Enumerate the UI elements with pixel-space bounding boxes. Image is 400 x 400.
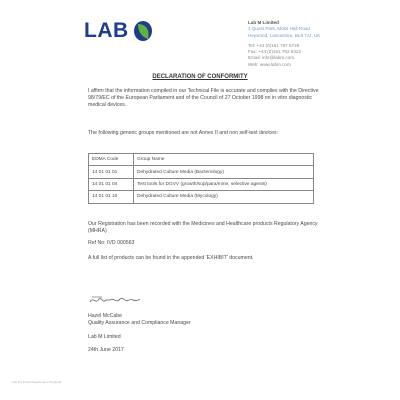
- edma-code-cell: 14 01 01 10: [89, 191, 134, 203]
- table-row: [89, 178, 314, 190]
- signatory-block: [88, 313, 288, 355]
- company-web: Web: www.labm.com: [248, 61, 291, 67]
- signatory-name: Hazel McCabe: [88, 313, 123, 319]
- company-email: Email: info@labm.com: [248, 55, 295, 61]
- flask-leaf-icon: [132, 18, 154, 42]
- generic-groups-intro: The following generic groups mentioned are not Annex II and non self-test devices:: [88, 130, 279, 136]
- page-footer: Lab M Limited Registered in England: [12, 380, 62, 384]
- table-header-row: [89, 154, 314, 166]
- group-name-cell: Test tools for DGVV (growth/sup/para/mine, selective agents): [134, 178, 314, 190]
- column-header-group: Group Name: [134, 154, 314, 166]
- signature-date: 24th June 2017: [88, 347, 124, 354]
- registration-statement: Our Registration has been recorded with the Medicines and Healthcare products Regulatory Agency (MHRA): [88, 221, 318, 234]
- company-fax: Fax: +44 (0)161 762 9322: [248, 49, 301, 55]
- company-tel: Tel: +44 (0)161 797 5729: [248, 42, 300, 48]
- company-address-block: [248, 20, 388, 68]
- signatory-role: Quality Assurance and Compliance Manager: [88, 320, 191, 327]
- company-address-line2: Heywood, Lancashire, BL9 7JJ, UK: [248, 32, 321, 38]
- edma-code-cell: 14 01 01 01: [89, 166, 134, 178]
- conformity-statement: I affirm that the information compiled in our Technical File is accurate and complies with the Directive 98/79/EC of the European Parliament and of the Council of 27 October 1998 on in vitro diagnostic medical devices.: [88, 88, 319, 108]
- product-list-note: A full list of products can be found in the appended 'EXHIBIT' document.: [88, 255, 254, 261]
- column-header-code: EDMA Code: [89, 154, 134, 166]
- company-address: 1 Quest Park, Moss Hall Road: [248, 26, 310, 32]
- table-row: [89, 166, 314, 178]
- company-logo: LAB: [84, 19, 129, 42]
- signatory-company: Lab M Limited: [88, 333, 121, 340]
- handwritten-signature: [88, 293, 148, 307]
- edma-code-cell: 14 01 01 04: [89, 178, 134, 190]
- table-row: [89, 191, 314, 203]
- company-name: Lab M Limited: [248, 20, 279, 25]
- reference-number: Ref No: IVD 000563: [88, 240, 135, 246]
- edma-code-table: [88, 153, 314, 204]
- group-name-cell: Dehydrated Culture Media (Bacteriology): [134, 166, 314, 178]
- group-name-cell: Dehydrated Culture Media (Mycology): [134, 191, 314, 203]
- document-title: DECLARATION OF CONFORMITY: [152, 74, 248, 80]
